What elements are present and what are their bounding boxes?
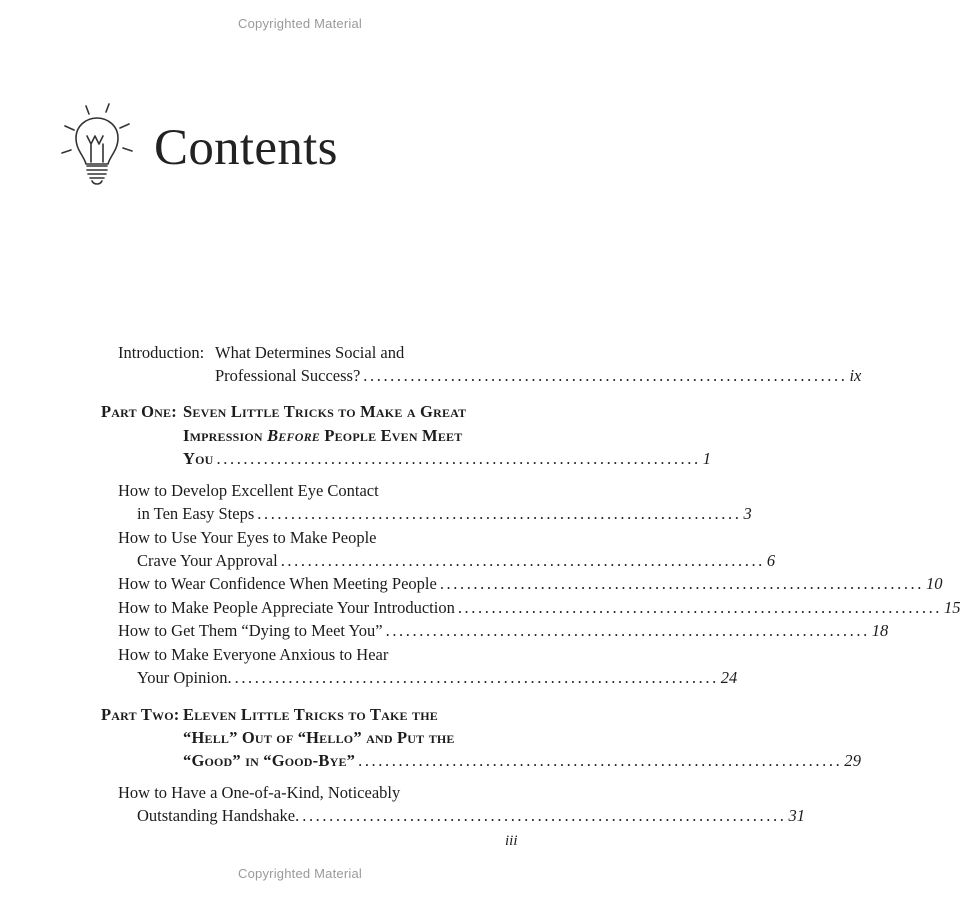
watermark-bottom: Copyrighted Material <box>238 866 362 881</box>
entry-dying-to-meet-line1: How to Get Them “Dying to Meet You” <box>118 621 383 640</box>
dot-leader: ........................................................................ <box>385 621 870 640</box>
toc-entry-dying-to-meet[interactable] <box>118 619 889 642</box>
page-number: 3 <box>743 504 752 523</box>
dot-leader: ........................................................................ <box>216 449 701 468</box>
toc-entry-part-two[interactable] <box>183 749 862 772</box>
page-number: 18 <box>871 621 889 640</box>
part-one-title-text: People Even Meet <box>324 426 463 445</box>
dot-leader: ........................................................................ <box>280 551 765 570</box>
watermark-top: Copyrighted Material <box>238 16 362 31</box>
entry-appreciate-line1: How to Make People Appreciate Your Introduction <box>118 598 455 617</box>
part-one-title-italic: Before <box>267 426 320 445</box>
intro-label: Introduction: <box>118 343 205 362</box>
entry-opinion-line2: Your Opinion. <box>137 668 232 687</box>
part-two-title-line2: “Hell” Out of “Hello” and Put the <box>183 728 455 747</box>
page-number: 10 <box>926 574 943 593</box>
part-one-title-line2 <box>183 424 462 447</box>
part-one-title-line1: Seven Little Tricks to Make a Great <box>183 402 467 421</box>
part-two-label: Part Two: <box>101 705 180 724</box>
dot-leader: ........................................................................ <box>439 574 925 593</box>
toc-entry-eyes-approval[interactable] <box>137 549 776 572</box>
page-number: 29 <box>844 751 862 770</box>
dot-leader: ........................................................................ <box>358 751 843 770</box>
part-one-title-line3: You <box>183 449 214 468</box>
dot-leader: ........................................................................ <box>457 598 943 617</box>
entry-wear-confidence-line1: How to Wear Confidence When Meeting People <box>118 574 437 593</box>
toc-entry-eye-contact[interactable] <box>137 502 752 525</box>
dot-leader: ........................................................................ <box>302 806 787 825</box>
entry-eye-contact-line2: in Ten Easy Steps <box>137 504 255 523</box>
entry-eyes-approval-line1: How to Use Your Eyes to Make People <box>118 528 377 547</box>
toc-entry-handshake[interactable] <box>137 804 805 827</box>
entry-eyes-approval-line2: Crave Your Approval <box>137 551 278 570</box>
toc-entry-introduction-appreciate[interactable] <box>118 596 961 619</box>
toc-entry-part-one[interactable] <box>183 447 712 470</box>
intro-title-line1: What Determines Social and <box>215 343 405 362</box>
entry-handshake-line1: How to Have a One-of-a-Kind, Noticeably <box>118 783 401 802</box>
part-one-title-text: Impression <box>183 426 263 445</box>
dot-leader: ........................................................................ <box>363 366 848 385</box>
toc-entry-introduction[interactable] <box>215 364 862 387</box>
intro-title-line2: Professional Success? <box>215 366 361 385</box>
entry-handshake-line2: Outstanding Handshake. <box>137 806 300 825</box>
entry-eye-contact-line1: How to Develop Excellent Eye Contact <box>118 481 379 500</box>
page-number: 1 <box>702 449 712 468</box>
toc-entry-opinion[interactable] <box>137 666 738 689</box>
dot-leader: ........................................................................ <box>257 504 742 523</box>
page-title: Contents <box>154 120 338 176</box>
part-one-label: Part One: <box>101 402 177 421</box>
page-number: 24 <box>720 668 738 687</box>
entry-opinion-line1: How to Make Everyone Anxious to Hear <box>118 645 389 664</box>
page-number: 31 <box>788 806 805 825</box>
page-folio: iii <box>505 833 518 849</box>
part-two-title-line3: “Good” in “Good-Bye” <box>183 751 356 770</box>
dot-leader: ........................................................................ <box>234 668 719 687</box>
page-number: 6 <box>766 551 776 570</box>
toc-entry-wear-confidence[interactable] <box>118 572 943 595</box>
page-number: 15 <box>944 598 961 617</box>
page-number: ix <box>849 366 862 385</box>
part-two-title-line1: Eleven Little Tricks to Take the <box>183 705 438 724</box>
lightbulb-icon <box>56 100 138 192</box>
